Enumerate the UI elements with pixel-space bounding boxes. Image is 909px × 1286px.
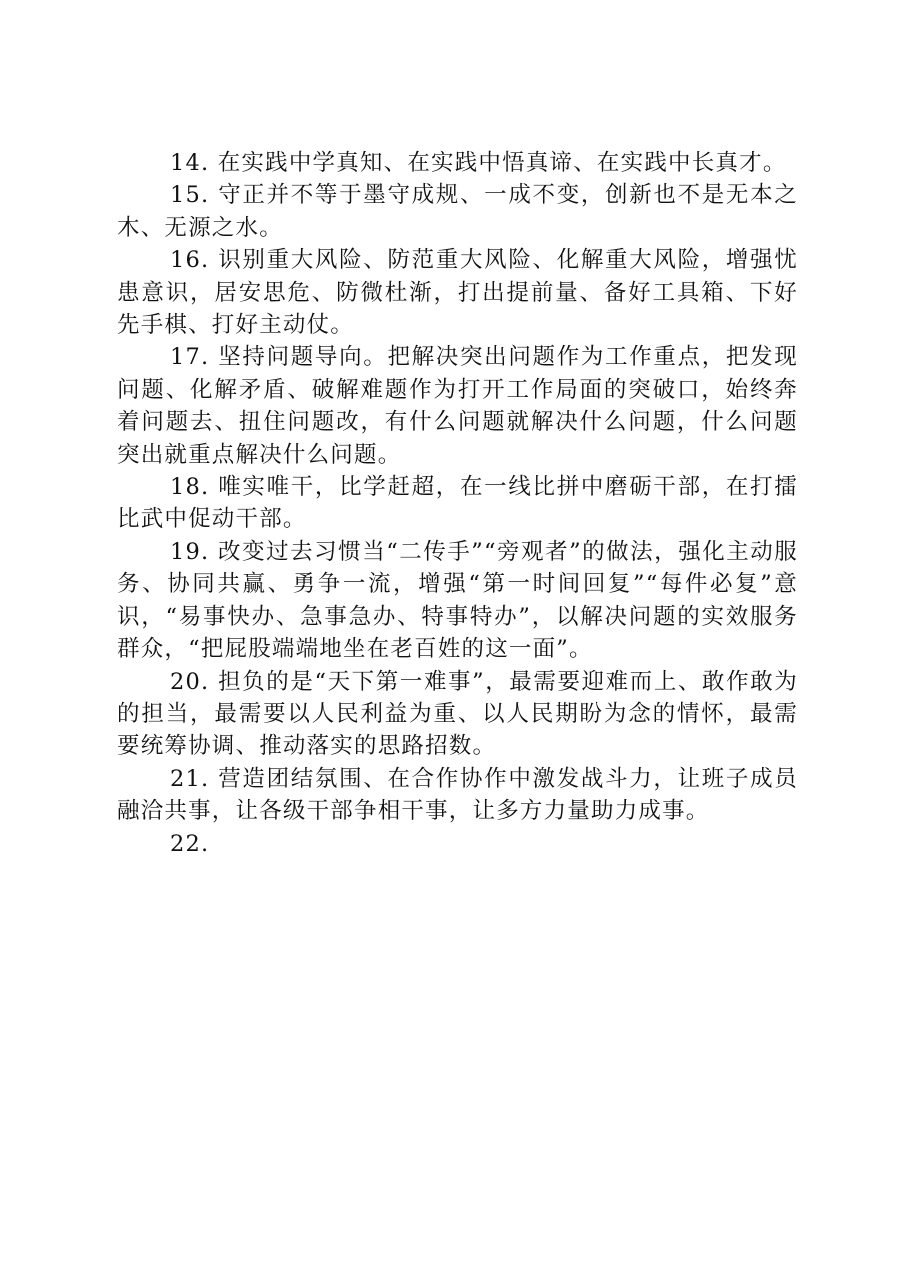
paragraph-18: 18. 唯实唯干，比学赶超，在一线比拼中磨砺干部，在打擂比武中促动干部。	[117, 474, 798, 533]
paragraph-14: 14. 在实践中学真知、在实践中悟真谛、在实践中长真才。	[170, 150, 787, 176]
paragraph-19: 19. 改变过去习惯当“二传手”“旁观者”的做法，强化主动服务、协同共赢、勇争一流，增强“第一时间回复”“每件必复”意识，“易事快办、急事急办、特事特办”，以解决问题的实效服务群众，“把屁股端端地坐在老百姓的这一面”。	[117, 538, 798, 663]
paragraph-16: 16. 识别重大风险、防范重大风险、化解重大风险，增强忧患意识，居安思危、防微杜渐，打出提前量、备好工具箱、下好先手棋、打好主动仗。	[117, 247, 798, 339]
paragraph-20: 20. 担负的是“天下第一难事”，最需要迎难而上、敢作敢为的担当，最需要以人民利益为重、以人民期盼为念的情怀，最需要统筹协调、推动落实的思路招数。	[117, 668, 798, 760]
paragraph-15: 15. 守正并不等于墨守成规、一成不变，创新也不是无本之木、无源之水。	[117, 182, 798, 241]
paragraph-17: 17. 坚持问题导向。把解决突出问题作为工作重点，把发现问题、化解矛盾、破解难题作为打开工作局面的突破口，始终奔着问题去、扭住问题改，有什么问题就解决什么问题，什么问题突出就重点解决什么问题。	[117, 344, 798, 468]
paragraph-22: 22.	[170, 830, 210, 857]
document-body	[117, 147, 798, 860]
paragraph-21: 21. 营造团结氛围、在合作协作中激发战斗力，让班子成员融洽共事，让各级干部争相干事，让多方力量助力成事。	[117, 765, 798, 825]
